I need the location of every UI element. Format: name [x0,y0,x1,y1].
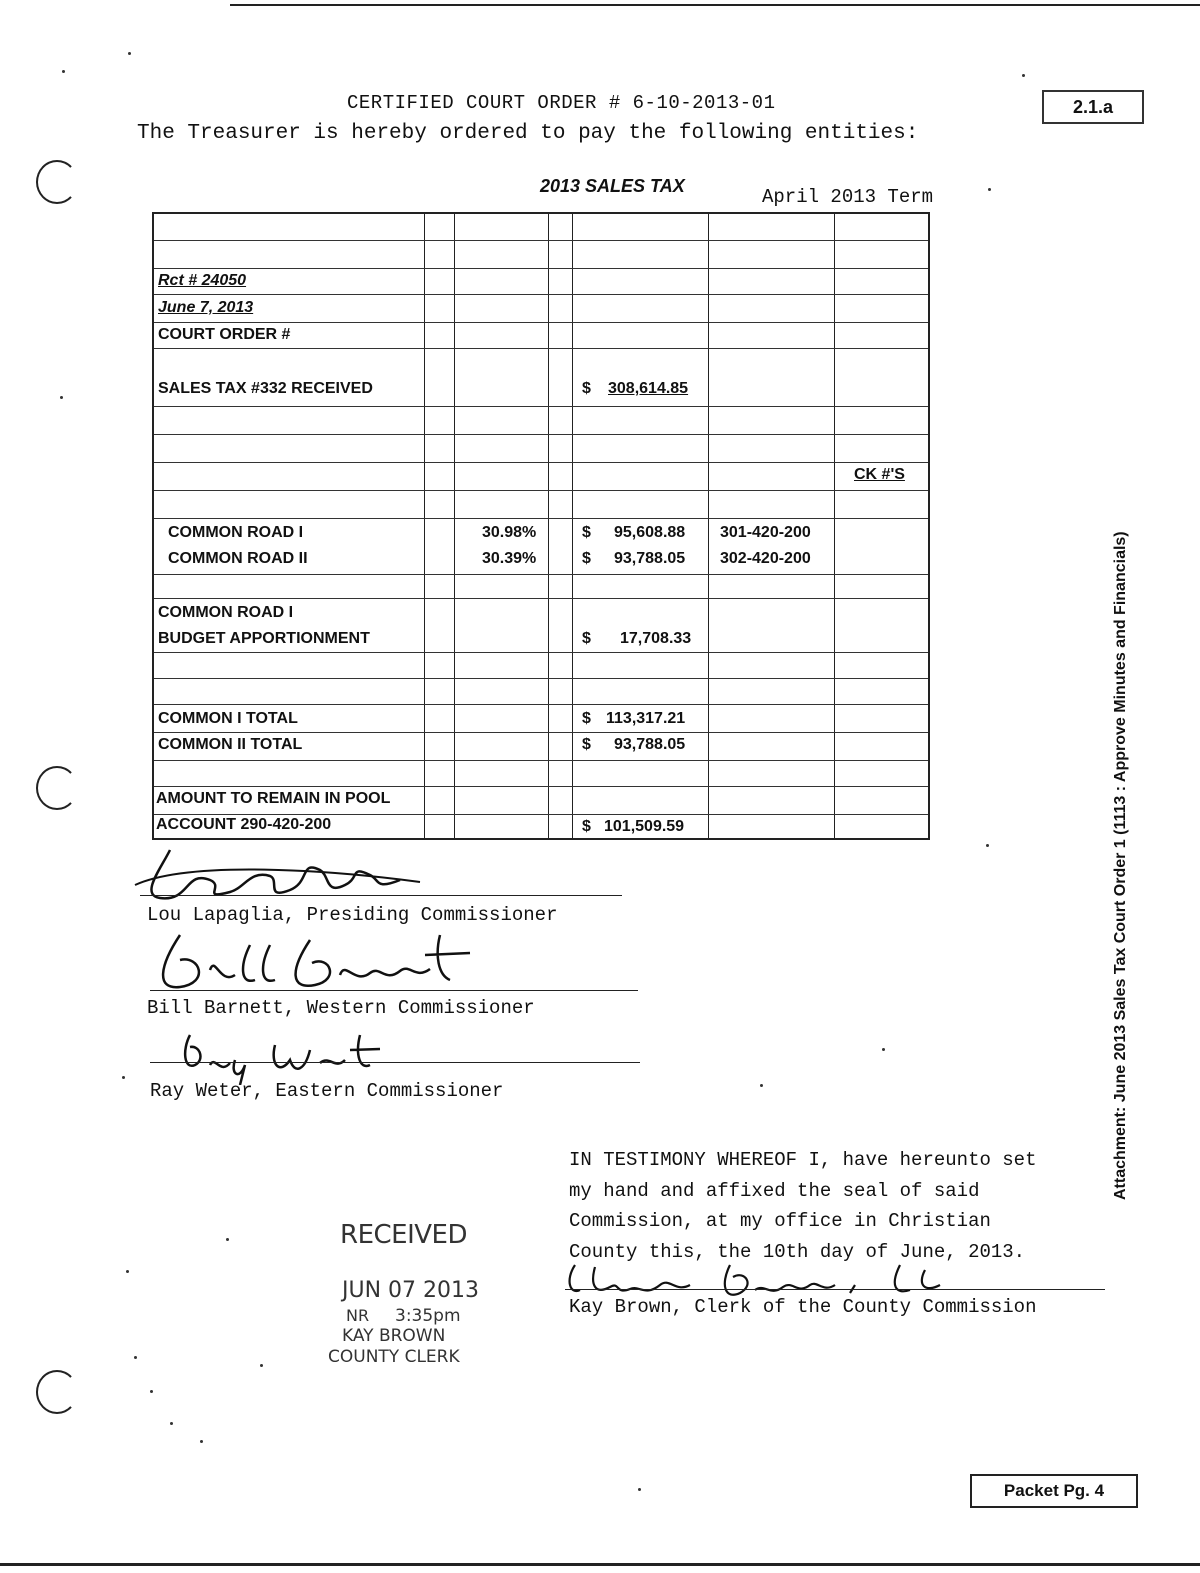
court-order-title: CERTIFIED COURT ORDER # 6-10-2013-01 [347,92,776,114]
common-road-2-label: COMMON ROAD II [168,550,308,567]
testimony-line: IN TESTIMONY WHEREOF I, have hereunto set [569,1149,1037,1171]
table-heading: 2013 SALES TAX [540,176,685,196]
row-divider [154,786,928,787]
common-road-1-label: COMMON ROAD I [168,524,304,541]
row-divider [154,678,928,679]
row-divider [154,598,928,599]
row-divider [154,294,928,295]
row-divider [154,462,928,463]
receipt-number: Rct # 24050 [158,272,247,289]
currency-symbol: $ [582,710,591,727]
budget-label-line-2: BUDGET APPORTIONMENT [158,630,370,647]
column-divider [708,214,709,838]
scan-speck [882,1048,885,1051]
common-2-total: 93,788.05 [614,736,686,753]
scan-speck [260,1364,263,1367]
common-road-2-amount: 93,788.05 [614,550,686,567]
row-divider [154,704,928,705]
received-stamp-title: RECEIVED [340,1220,467,1250]
scan-speck [200,1440,203,1443]
column-divider [424,214,425,838]
common-road-1-percent: 30.98% [482,524,537,541]
scan-speck [122,1076,125,1079]
scan-speck [60,396,63,399]
currency-symbol: $ [582,818,591,835]
pool-account-label: ACCOUNT 290-420-200 [156,816,332,833]
scan-top-edge [230,4,1200,6]
testimony-line: my hand and affixed the seal of said [569,1179,980,1202]
received-stamp-office: COUNTY CLERK [328,1347,460,1367]
scan-speck [150,1390,153,1393]
scan-speck [126,1270,129,1273]
barnett-signature [140,925,480,1000]
pool-amount: 101,509.59 [604,818,685,835]
signature-line [140,895,622,896]
common-1-total: 113,317.21 [606,710,686,727]
punch-hole-icon [36,1370,78,1414]
common-1-total-label: COMMON I TOTAL [158,710,298,727]
presiding-commissioner-name: Lou Lapaglia, Presiding Commissioner [147,904,558,926]
agenda-item-badge: 2.1.a [1042,90,1144,124]
received-stamp-name: KAY BROWN [342,1326,446,1346]
currency-symbol: $ [582,736,591,753]
clerk-name-wrap [569,1296,1104,1318]
scan-speck [128,52,131,55]
row-divider [154,406,928,407]
term-label: April 2013 Term [762,186,934,208]
common-road-2-account: 302-420-200 [720,550,811,567]
signature-line [565,1289,1105,1290]
signature-line [150,1062,640,1063]
scan-speck [62,70,65,73]
sales-tax-amount: 308,614.85 [608,380,689,397]
scan-speck [760,1084,763,1087]
scan-speck [986,844,989,847]
row-divider [154,268,928,269]
received-stamp-date: JUN 07 2013 [342,1278,480,1303]
received-stamp-time: 3:35pm [395,1306,461,1326]
sales-tax-label: SALES TAX #332 RECEIVED [158,380,373,397]
currency-symbol: $ [582,380,591,397]
common-road-1-account: 301-420-200 [720,524,811,541]
treasurer-instruction: The Treasurer is hereby ordered to pay the following entities: [137,122,919,145]
row-divider [154,760,928,761]
common-road-1-amount: 95,608.88 [614,524,686,541]
punch-hole-icon [36,766,78,810]
testimony-line: County this, the 10th day of June, 2013. [569,1240,1026,1263]
scan-speck [226,1238,229,1241]
testimony-line: Commission, at my office in Christian [569,1210,991,1232]
row-divider [154,814,928,815]
receipt-date: June 7, 2013 [158,299,254,316]
row-divider [154,322,928,323]
scan-speck [1022,74,1025,77]
currency-symbol: $ [582,524,591,541]
received-stamp-initials: NR [346,1306,370,1325]
row-divider [154,574,928,575]
common-road-2-percent: 30.39% [482,550,537,567]
budget-amount: 17,708.33 [620,630,692,647]
pool-label: AMOUNT TO REMAIN IN POOL [156,790,391,807]
scan-bottom-edge [0,1563,1200,1566]
column-divider [548,214,549,838]
sales-tax-ledger [152,212,930,840]
row-divider [154,652,928,653]
punch-hole-icon [36,160,78,204]
row-divider [154,518,928,519]
currency-symbol: $ [582,550,591,567]
row-divider [154,434,928,435]
western-commissioner-name: Bill Barnett, Western Commissioner [147,997,535,1019]
scan-speck [134,1356,137,1359]
row-divider [154,732,928,733]
column-divider [572,214,573,838]
currency-symbol: $ [582,630,591,647]
weter-signature [170,1025,400,1085]
signature-line [150,990,638,991]
row-divider [154,240,928,241]
column-divider [834,214,835,838]
common-2-total-label: COMMON II TOTAL [158,736,303,753]
column-divider [454,214,455,838]
packet-page-label: Packet Pg. 4 [970,1474,1138,1508]
scan-speck [170,1422,173,1425]
court-order-label: COURT ORDER # [158,326,291,343]
scan-speck [988,188,991,191]
scan-speck [638,1488,641,1491]
testimony-block [569,1145,1104,1267]
budget-label-line-1: COMMON ROAD I [158,604,294,621]
attachment-note: Attachment: June 2013 Sales Tax Court Order 1 (1113 : Approve Minutes and Financials) [1112,531,1129,1200]
row-divider [154,348,928,349]
checks-header: CK #'S [854,466,905,483]
row-divider [154,490,928,491]
eastern-commissioner-name: Ray Weter, Eastern Commissioner [150,1080,504,1102]
clerk-name: Kay Brown, Clerk of the County Commission [569,1296,1037,1318]
